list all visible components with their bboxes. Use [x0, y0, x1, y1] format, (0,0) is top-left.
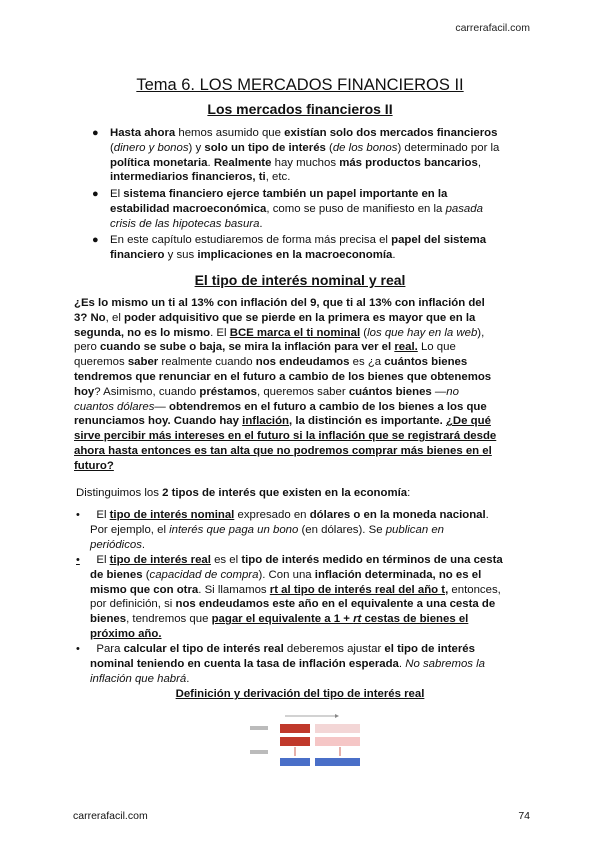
bullet-dot: • [76, 554, 80, 566]
diagram-side-label-1 [250, 726, 268, 730]
paragraph-distinguimos: Distinguimos los 2 tipos de interés que existen en la economía: [76, 487, 411, 499]
bullet-dot: ● [92, 234, 99, 246]
diagram-red-box-2 [280, 737, 310, 746]
page-title: Tema 6. LOS MERCADOS FINANCIEROS II [136, 76, 464, 94]
section-title-mercados: Los mercados financieros II [207, 101, 393, 117]
real-interest-diagram [240, 712, 380, 774]
bullet-dot: • [76, 643, 80, 655]
list-item-calcular: Para calcular el tipo de interés real deberemos ajustar el tipo de interés nominal teniendo en cuenta la tasa de inflación esperada. No sabremos la inflación que habrá. [90, 643, 486, 685]
diagram-pink-box-2 [315, 737, 360, 746]
paragraph-main: ¿Es lo mismo un ti al 13% con inflación del 9, que ti al 13% con inflación del 3? No, el poder adquisitivo que se pierde en la primera es mayor que en la segunda, no es lo mismo. El BCE marca el ti nominal (los que hay en la web), pero cuando se sube o baja, se mira la inflación para ver el real. Lo que queremos saber realmente cuando nos endeudamos es ¿a cuántos bienes tendremos que renunciar en el futuro a cambio de los bienes que obtenemos hoy? Asimismo, cuando préstamos, queremos saber cuántos bienes —no cuantos dólares— obtendremos en el futuro a cambio de los bienes a los que renunciamos hoy. Cuando hay inflación, la distinción es importante. ¿De qué sirve percibir más intereses en el futuro si la inflación que se registrará desde ahora hasta entonces es tan alta que no podremos comprar más bienes en el futuro? [74, 297, 497, 472]
diagram-blue-box-1 [280, 758, 310, 766]
bullet-dot: ● [92, 127, 99, 139]
diagram-subtitle: Definición y derivación del tipo de interés real [175, 688, 425, 700]
diagram-side-label-2 [250, 750, 268, 754]
paragraph-bullet-1: Hasta ahora hemos asumido que existían solo dos mercados financieros (dinero y bonos) y solo un tipo de interés (de los bonos) determinado por la política monetaria. Realmente hay muchos más productos bancarios, intermediarios financieros, ti, etc. [110, 127, 500, 184]
list-item-nominal: El tipo de interés nominal expresado en dólares o en la moneda nacional. Por ejemplo, el interés que paga un bono (en dólares). Se publican en periódicos. [90, 509, 489, 551]
footer-site: carrerafacil.com [73, 810, 148, 822]
diagram-arrowhead [335, 714, 339, 718]
bullet-dot: • [76, 509, 80, 521]
diagram-pink-box-1 [315, 724, 360, 733]
header-site: carrerafacil.com [455, 22, 530, 34]
list-item-real: El tipo de interés real es el tipo de interés medido en términos de una cesta de bienes (capacidad de compra). Con una inflación determinada, no es el mismo que con otra. Si llamamos rt al tipo de interés real del año t, entonces, por definición, si nos endeudamos este año en el equivalente a una cesta de bienes, tendremos que pagar el equivalente a 1 + rt cestas de bienes el próximo año. [90, 554, 503, 640]
paragraph-bullet-2: El sistema financiero ejerce también un papel importante en la estabilidad macroeconómica, como se puso de manifiesto en la pasada crisis de las hipotecas basura. [110, 188, 483, 230]
section-title-tipo-interes: El tipo de interés nominal y real [194, 272, 406, 288]
bullet-dot: ● [92, 188, 99, 200]
diagram-blue-box-2 [315, 758, 360, 766]
paragraph-bullet-3: En este capítulo estudiaremos de forma más precisa el papel del sistema financiero y sus implicaciones en la macroeconomía. [110, 234, 487, 261]
page-number: 74 [518, 810, 530, 822]
diagram-red-box-1 [280, 724, 310, 733]
